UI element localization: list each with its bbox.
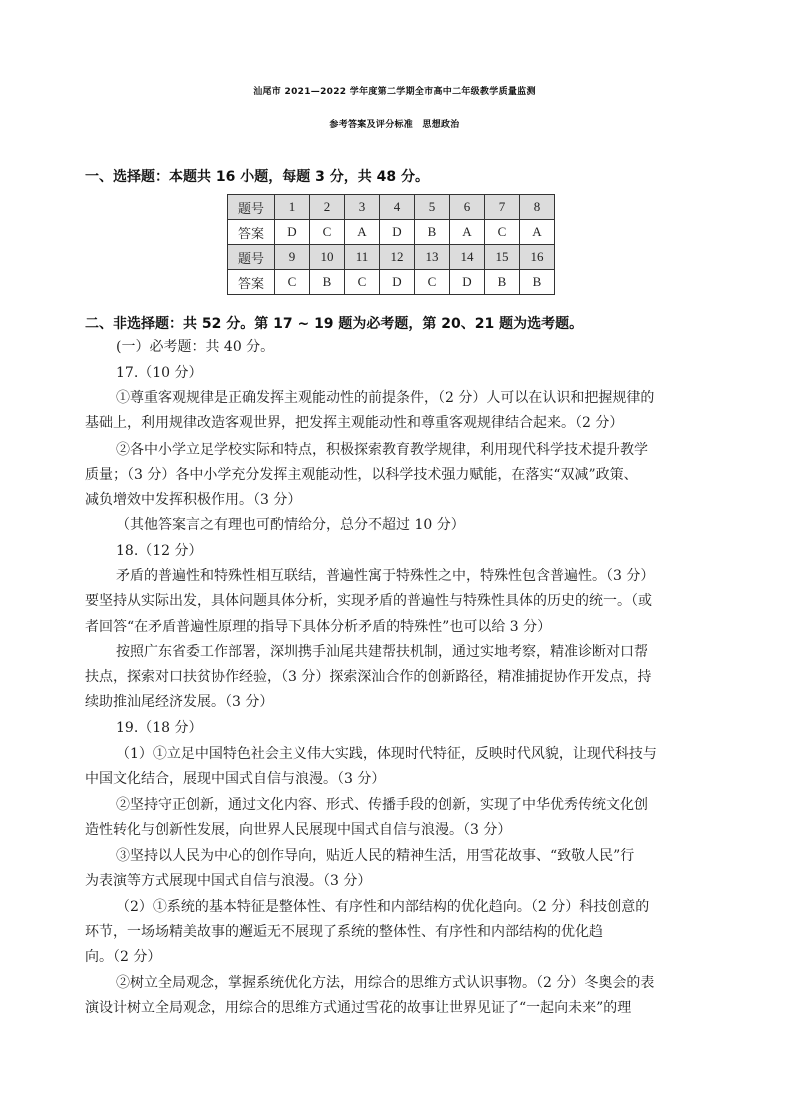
document-subtitle: 参考答案及评分标准 思想政治: [329, 120, 460, 130]
section-heading-nonchoice: 二、非选择题：共 52 分。第 17 ~ 19 题为必考题，第 20、21 题为选考题。: [85, 316, 584, 332]
question-number-cell: 10: [310, 245, 345, 270]
answer-cell: D: [275, 220, 310, 245]
answer-cell: C: [345, 270, 380, 295]
question-number-cell: 9: [275, 245, 310, 270]
text-line: ③坚持以人民为中心的创作导向，贴近人民的精神生活，用雪花故事、“致敬人民”行: [116, 848, 635, 864]
text-line: 中国文化结合，展现中国式自信与浪漫。（3 分）: [85, 771, 386, 787]
question-number-cell: 13: [415, 245, 450, 270]
answer-cell: C: [310, 220, 345, 245]
text-line: 向。（2 分）: [85, 949, 162, 965]
text-line: ②各中小学立足学校实际和特点，积极探索教育教学规律，利用现代科学技术提升教学: [116, 442, 648, 458]
question-number-cell: 6: [450, 195, 485, 220]
answer-cell: A: [450, 220, 485, 245]
text-line: 矛盾的普遍性和特殊性相互联结，普遍性寓于特殊性之中，特殊性包含普遍性。（3 分）: [116, 568, 655, 584]
text-line: （其他答案言之有理也可酌情给分，总分不超过 10 分）: [116, 517, 465, 533]
text-line: 为表演等方式展现中国式自信与浪漫。（3 分）: [85, 873, 372, 889]
text-line: 减负增效中发挥积极作用。（3 分）: [85, 492, 302, 508]
text-line: ②树立全局观念，掌握系统优化方法，用综合的思维方式认识事物。（2 分）冬奥会的表: [116, 975, 655, 991]
text-line: ②坚持守正创新，通过文化内容、形式、传播手段的创新，实现了中华优秀传统文化创: [116, 797, 648, 813]
table-header-cell: 答案: [228, 220, 275, 245]
table-row: [228, 195, 555, 220]
answer-cell: A: [520, 220, 555, 245]
question-number-cell: 2: [310, 195, 345, 220]
text-line: 要坚持从实际出发，具体问题具体分析，实现矛盾的普遍性与特殊性具体的历史的统一。（或: [85, 593, 652, 609]
answer-cell: C: [485, 220, 520, 245]
text-line: 扶点，探索对口扶贫协作经验，（3 分）探索深汕合作的创新路径，精准捕捉协作开发点，持: [85, 669, 652, 685]
text-line: 环节，一场场精美故事的邂逅无不展现了系统的整体性、有序性和内部结构的优化趋: [85, 924, 603, 940]
answer-cell: B: [310, 270, 345, 295]
answer-cell: C: [415, 270, 450, 295]
question-number-cell: 14: [450, 245, 485, 270]
question-number-cell: 4: [380, 195, 415, 220]
text-line: 者回答“在矛盾普遍性原理的指导下具体分析矛盾的特殊性”也可以给 3 分）: [85, 619, 552, 635]
table-header-cell: 题号: [228, 245, 275, 270]
text-line: (一）必考题：共 40 分。: [116, 339, 275, 355]
text-line: 19.（18 分）: [116, 720, 203, 736]
answer-cell: B: [485, 270, 520, 295]
question-number-cell: 16: [520, 245, 555, 270]
table-header-cell: 题号: [228, 195, 275, 220]
text-line: 17.（10 分）: [116, 365, 203, 381]
text-line: ①尊重客观规律是正确发挥主观能动性的前提条件，（2 分）人可以在认识和把握规律的: [116, 390, 655, 406]
section-heading-choice: 一、选择题：本题共 16 小题，每题 3 分，共 48 分。: [85, 169, 429, 185]
question-number-cell: 7: [485, 195, 520, 220]
answer-cell: D: [380, 220, 415, 245]
answer-cell: B: [415, 220, 450, 245]
document-title: 汕尾市 2021—2022 学年度第二学期全市高中二年级教学质量监测: [253, 87, 536, 97]
answer-table: [227, 194, 555, 295]
answer-cell: C: [275, 270, 310, 295]
question-number-cell: 1: [275, 195, 310, 220]
table-header-cell: 答案: [228, 270, 275, 295]
text-line: 续助推汕尾经济发展。（3 分）: [85, 694, 274, 710]
question-number-cell: 12: [380, 245, 415, 270]
text-line: 18.（12 分）: [116, 543, 203, 559]
question-number-cell: 5: [415, 195, 450, 220]
answer-cell: A: [345, 220, 380, 245]
table-row: [228, 220, 555, 245]
answer-cell: D: [380, 270, 415, 295]
question-number-cell: 3: [345, 195, 380, 220]
table-row: [228, 245, 555, 270]
text-line: （1）①立足中国特色社会主义伟大实践，体现时代特征，反映时代风貌，让现代科技与: [116, 746, 657, 762]
text-line: （2）①系统的基本特征是整体性、有序性和内部结构的优化趋向。（2 分）科技创意的: [116, 899, 650, 915]
text-line: 按照广东省委工作部署，深圳携手汕尾共建帮扶机制，通过实地考察，精准诊断对口帮: [116, 644, 648, 660]
text-line: 基础上，利用规律改造客观世界，把发挥主观能动性和尊重客观规律结合起来。（2 分）: [85, 415, 624, 431]
text-line: 质量；（3 分）各中小学充分发挥主观能动性，以科学技术强力赋能，在落实“双减”政策、: [85, 467, 638, 483]
text-line: 造性转化与创新性发展，向世界人民展现中国式自信与浪漫。（3 分）: [85, 822, 512, 838]
answer-cell: B: [520, 270, 555, 295]
question-number-cell: 8: [520, 195, 555, 220]
table-row: [228, 270, 555, 295]
text-line: 演设计树立全局观念，用综合的思维方式通过雪花的故事让世界见证了“一起向未来”的理: [85, 1000, 632, 1016]
answer-cell: D: [450, 270, 485, 295]
question-number-cell: 11: [345, 245, 380, 270]
question-number-cell: 15: [485, 245, 520, 270]
